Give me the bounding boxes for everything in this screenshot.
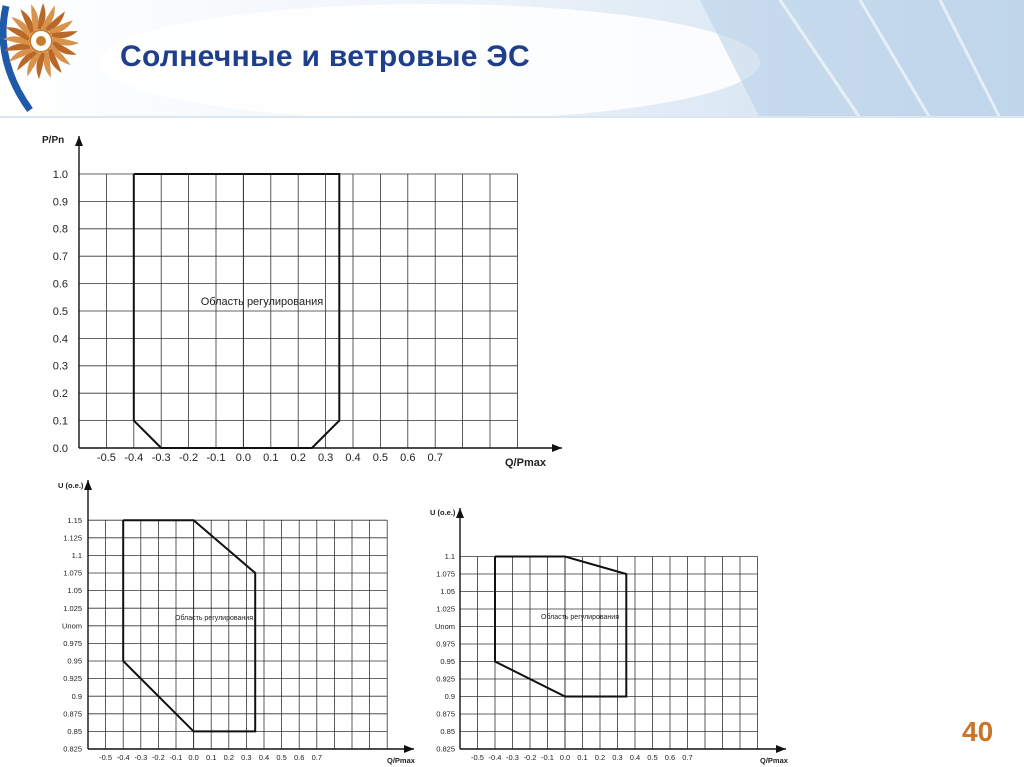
x-axis-arrow [776,745,786,753]
x-tick-label: 0.0 [235,452,252,464]
region-annotation: Область регулирования [541,614,619,621]
x-tick-label: -0.4 [124,452,144,464]
x-tick-label: 0.6 [293,753,305,762]
y-axis-label: U (o.e.) [430,508,456,517]
x-tick-label: 0.1 [205,753,217,762]
x-tick-label: 0.0 [559,753,571,762]
y-axis-label: U (o.e.) [58,481,84,490]
x-tick-label: -0.5 [99,753,113,762]
y-tick-label: 1.15 [67,515,82,525]
x-tick-label: 0.7 [311,753,323,762]
x-tick-label: 0.3 [612,753,623,762]
x-tick-label: -0.2 [179,452,199,464]
x-tick-label: 0.6 [400,452,416,464]
y-tick-label: 1.125 [63,533,82,543]
x-tick-label: 0.0 [188,753,199,762]
y-tick-label: 0.5 [52,305,68,318]
y-tick-label: Unom [434,622,455,632]
y-tick-label: 1.075 [436,569,455,579]
y-tick-label: 0.875 [63,709,82,719]
x-tick-label: 0.7 [427,452,443,464]
y-axis-label: P/Pn [42,135,65,146]
y-tick-label: 0.85 [440,727,455,737]
y-tick-label: 0.85 [67,727,82,737]
y-tick-label: Unom [61,621,82,631]
y-tick-label: 0.9 [444,692,455,702]
y-tick-label: 1.0 [52,168,68,181]
x-tick-label: -0.1 [541,753,554,762]
y-tick-label: 0.7 [52,251,68,264]
y-tick-label: 0.4 [52,333,68,346]
x-tick-label: -0.1 [169,753,183,762]
x-tick-label: 0.3 [241,753,252,762]
x-tick-label: 0.2 [223,753,235,762]
y-tick-label: 1.025 [63,603,82,613]
y-tick-label: 0.6 [52,278,68,291]
x-tick-label: 0.1 [577,753,588,762]
y-tick-label: 0.875 [436,709,455,719]
x-tick-label: 0.5 [647,753,658,762]
y-tick-label: 0.975 [436,639,455,649]
x-tick-label: 0.7 [682,753,693,762]
y-tick-label: 0.1 [52,415,68,428]
y-tick-label: 0.8 [52,223,68,236]
x-tick-label: -0.5 [96,452,116,464]
x-axis-label: Q/Pmax [387,756,415,765]
x-tick-label: -0.3 [151,452,171,464]
x-tick-label: 0.4 [258,753,270,762]
y-tick-label: 1.025 [436,604,455,614]
y-tick-label: 0.825 [63,744,82,754]
y-tick-label: 0.825 [436,744,455,754]
y-tick-label: 1.05 [440,587,455,597]
y-tick-label: 0.0 [52,442,68,455]
x-tick-label: 0.1 [263,452,279,464]
x-tick-label: -0.4 [116,753,130,762]
x-tick-label: 0.6 [664,753,676,762]
region-annotation: Область регулирования [175,615,253,622]
y-tick-label: 0.975 [63,639,82,649]
x-tick-label: -0.4 [488,753,502,762]
x-tick-label: -0.3 [134,753,148,762]
y-axis-arrow [456,508,464,518]
y-tick-label: 0.95 [67,656,82,666]
x-tick-label: 0.3 [317,452,334,464]
x-axis-label: Q/Pmax [760,756,788,765]
region-annotation: Область регулирования [200,296,324,308]
y-tick-label: 0.925 [436,674,455,684]
x-tick-label: -0.2 [523,753,537,762]
y-tick-label: 1.1 [444,552,455,562]
y-tick-label: 1.075 [63,568,82,578]
x-axis-label: Q/Pmax [505,457,546,469]
x-tick-label: -0.2 [151,753,165,762]
y-tick-label: 0.3 [52,360,68,373]
x-tick-label: 0.4 [345,452,361,464]
y-tick-label: 0.95 [440,657,455,667]
x-tick-label: -0.1 [206,452,226,464]
x-tick-label: -0.3 [506,753,519,762]
y-tick-label: 0.9 [52,196,68,209]
y-tick-label: 1.05 [67,586,82,596]
x-tick-label: 0.2 [290,452,306,464]
x-tick-label: 0.2 [594,753,606,762]
y-tick-label: 1.1 [71,551,82,561]
page-number: 40 [962,716,994,747]
y-tick-label: 0.2 [52,388,68,401]
x-tick-label: 0.5 [276,753,287,762]
y-tick-label: 0.925 [63,674,82,684]
y-tick-label: 0.9 [71,691,82,701]
x-tick-label: 0.4 [629,753,641,762]
x-tick-label: -0.5 [471,753,484,762]
x-tick-label: 0.5 [372,452,389,464]
slide-title: Солнечные и ветровые ЭС [120,40,530,73]
